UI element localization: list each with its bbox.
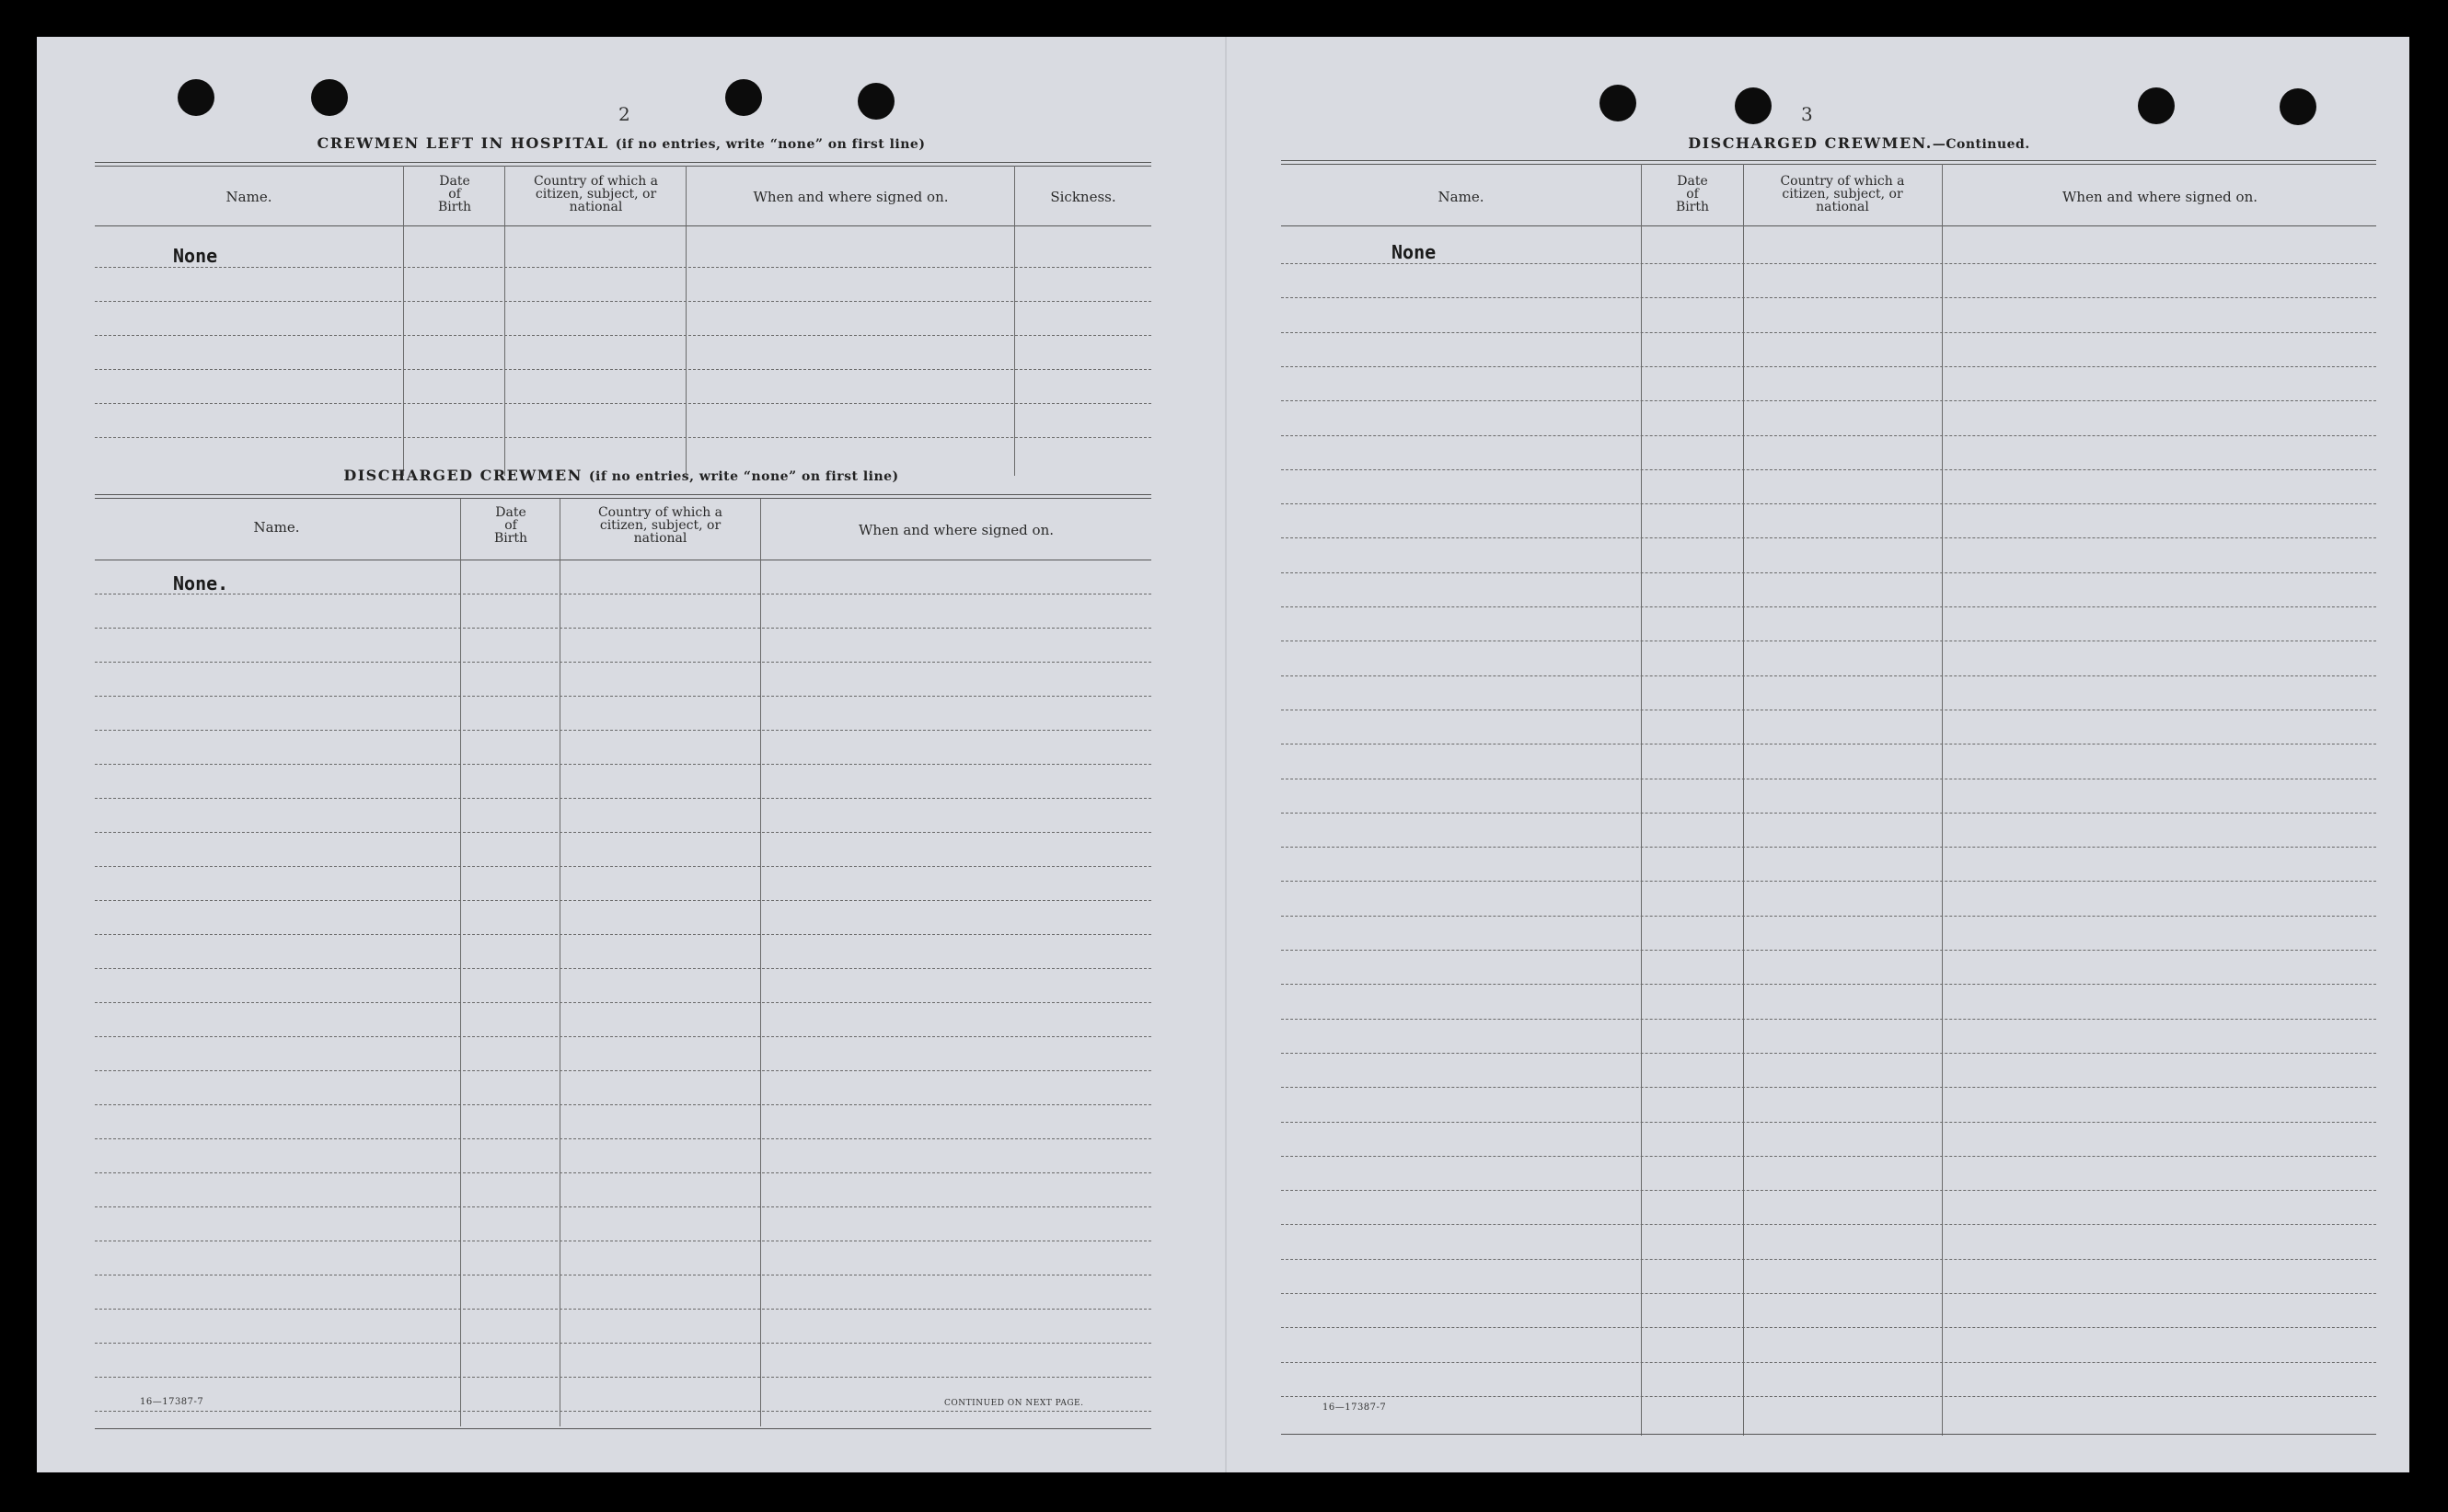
ruled-line — [1281, 847, 2376, 848]
ruled-line — [95, 696, 1151, 697]
col-header-name: Name. — [253, 519, 300, 536]
col-header-country: Country of which a citizen, subject, or national — [597, 505, 723, 546]
table-bottom-rule — [1281, 1434, 2376, 1435]
ruled-line — [95, 866, 1151, 867]
ruled-line — [95, 934, 1151, 935]
ruled-line — [95, 900, 1151, 901]
punch-hole — [858, 83, 895, 120]
col-header-when-where: When and where signed on. — [753, 189, 949, 205]
section-title-hospital — [92, 134, 1150, 152]
ruled-line — [95, 1104, 1151, 1105]
form-number: 16—17387-7 — [1322, 1402, 1387, 1413]
col-header-country: Country of which a citizen, subject, or national — [1780, 174, 1905, 214]
col-divider — [1014, 166, 1015, 476]
ruled-line — [1281, 537, 2376, 538]
col-header-date-of-birth: Date of Birth — [493, 505, 528, 546]
ruled-line — [1281, 435, 2376, 436]
punch-hole — [311, 79, 348, 116]
ruled-line — [95, 267, 1151, 268]
ruled-line — [1281, 916, 2376, 917]
header-top-rule — [95, 494, 1151, 499]
col-divider — [760, 499, 761, 1426]
header-top-rule — [1281, 160, 2376, 165]
col-header-sickness: Sickness. — [1050, 189, 1116, 205]
ruled-line — [95, 628, 1151, 629]
ruled-line — [95, 832, 1151, 833]
ruled-line — [1281, 1362, 2376, 1363]
title-instruction: (if no entries, write “none” on first line) — [615, 137, 926, 152]
ruled-line — [95, 1309, 1151, 1310]
ruled-line — [1281, 813, 2376, 814]
punch-hole — [1599, 85, 1636, 121]
title-text: CREWMEN LEFT IN HOSPITAL — [317, 134, 609, 152]
ruled-line — [1281, 1156, 2376, 1157]
col-divider — [1641, 164, 1642, 1436]
title-text: DISCHARGED CREWMEN — [343, 467, 583, 484]
page-number: 3 — [1801, 103, 1813, 125]
ruled-line — [1281, 950, 2376, 951]
ruled-line — [1281, 1019, 2376, 1020]
ruled-line — [95, 662, 1151, 663]
ruled-line — [95, 1377, 1151, 1378]
punch-hole — [178, 79, 214, 116]
col-header-date-of-birth: Date of Birth — [437, 174, 472, 214]
header-bottom-rule — [1281, 225, 2376, 226]
ruled-line — [1281, 1190, 2376, 1191]
title-instruction: (if no entries, write “none” on first line) — [588, 469, 899, 484]
ruled-line — [95, 1036, 1151, 1037]
ruled-line — [95, 437, 1151, 438]
col-header-name: Name. — [1438, 189, 1484, 205]
ruled-line — [1281, 1396, 2376, 1397]
ruled-line — [1281, 881, 2376, 882]
ledger-spread — [37, 37, 2409, 1472]
ruled-line — [95, 764, 1151, 765]
page-number: 2 — [618, 103, 630, 125]
ruled-line — [95, 1172, 1151, 1173]
ruled-line — [1281, 606, 2376, 607]
punch-hole — [2138, 87, 2175, 124]
discharged-first-entry: None. — [173, 572, 229, 594]
ruled-line — [1281, 400, 2376, 401]
ruled-line — [1281, 1122, 2376, 1123]
ruled-line — [95, 369, 1151, 370]
punch-hole — [725, 79, 762, 116]
form-number: 16—17387-7 — [140, 1397, 204, 1407]
col-header-country: Country of which a citizen, subject, or national — [533, 174, 659, 214]
title-text: DISCHARGED CREWMEN. — [1688, 134, 1933, 152]
col-divider — [403, 166, 404, 476]
col-divider — [1942, 164, 1943, 1436]
ruled-line — [1281, 366, 2376, 367]
ruled-line — [1281, 675, 2376, 676]
ruled-line — [95, 730, 1151, 731]
ruled-line — [1281, 503, 2376, 504]
ruled-line — [1281, 263, 2376, 264]
ruled-line — [95, 798, 1151, 799]
punch-hole — [1735, 87, 1772, 124]
continued-note: CONTINUED ON NEXT PAGE. — [944, 1399, 1084, 1408]
col-divider — [686, 166, 687, 476]
discharged-continued-first-entry: None — [1391, 241, 1437, 263]
title-continued: —Continued. — [1932, 137, 2030, 152]
ruled-line — [95, 1002, 1151, 1003]
col-divider — [504, 166, 505, 476]
page-spine — [1225, 37, 1227, 1472]
col-header-when-where: When and where signed on. — [2061, 189, 2257, 205]
hospital-first-entry: None — [173, 245, 218, 267]
col-divider — [1743, 164, 1744, 1436]
ruled-line — [95, 403, 1151, 404]
ruled-line — [1281, 984, 2376, 985]
ruled-line — [95, 1070, 1151, 1071]
col-divider — [460, 499, 461, 1426]
header-bottom-rule — [95, 225, 1151, 226]
col-header-when-where: When and where signed on. — [858, 522, 1054, 538]
section-title-discharged — [92, 467, 1150, 484]
ruled-line — [1281, 1259, 2376, 1260]
ruled-line — [95, 301, 1151, 302]
ruled-line — [1281, 297, 2376, 298]
ruled-line — [95, 968, 1151, 969]
ruled-line — [1281, 1087, 2376, 1088]
header-top-rule — [95, 162, 1151, 167]
table-bottom-rule — [95, 1428, 1151, 1429]
ruled-line — [95, 335, 1151, 336]
ruled-line — [1281, 469, 2376, 470]
ruled-line — [95, 1206, 1151, 1207]
section-title-discharged-continued — [1279, 134, 2439, 152]
ruled-line — [1281, 572, 2376, 573]
ruled-line — [95, 1411, 1151, 1412]
ruled-line — [1281, 1224, 2376, 1225]
ruled-line — [1281, 1327, 2376, 1328]
col-header-name: Name. — [225, 189, 272, 205]
ruled-line — [95, 1138, 1151, 1139]
punch-hole — [2280, 88, 2316, 125]
col-header-date-of-birth: Date of Birth — [1675, 174, 1710, 214]
ruled-line — [95, 1343, 1151, 1344]
ruled-line — [1281, 1293, 2376, 1294]
ruled-line — [1281, 1053, 2376, 1054]
ruled-line — [1281, 332, 2376, 333]
